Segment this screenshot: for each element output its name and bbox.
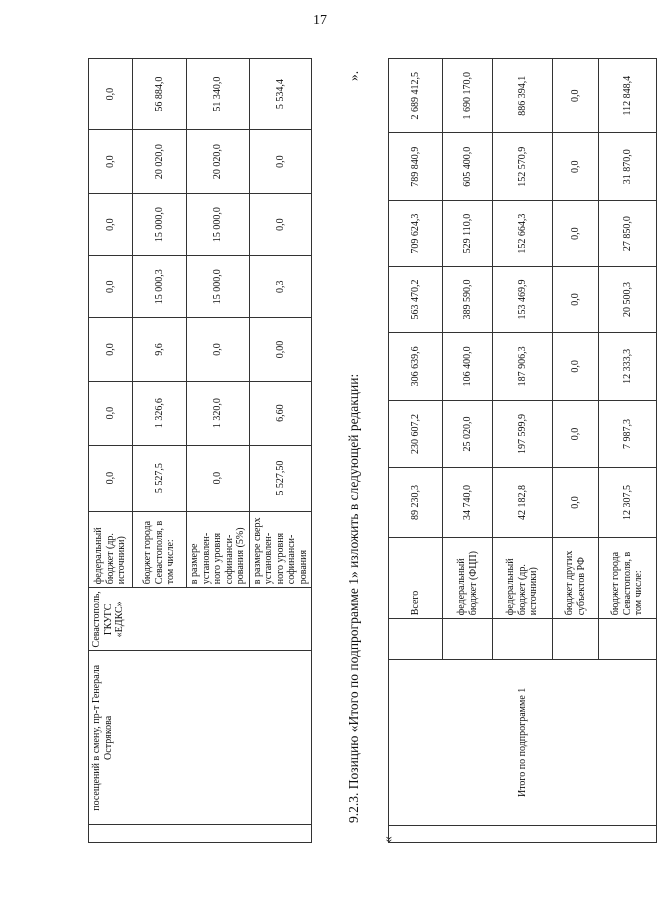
- value-cell: 0,0: [89, 445, 133, 511]
- blank-cell: [493, 619, 553, 660]
- source-cell: бюджет города Севастополя, в том числе:: [599, 537, 657, 619]
- value-cell: 0,0: [187, 318, 250, 381]
- value-cell: 9,6: [133, 318, 187, 381]
- value-cell: 0,0: [89, 130, 133, 194]
- value-cell: 89 230,3: [389, 468, 443, 537]
- section-heading: 9.2.3. Позицию «Итого по подпрограмме 1» изложить в следующей редакции:: [346, 373, 361, 823]
- value-cell: 0,0: [553, 400, 599, 468]
- value-cell: 563 470,2: [389, 267, 443, 333]
- event-cell: посещений в смену, пр-т Генерала Острякова: [89, 651, 312, 825]
- value-cell: 0,0: [89, 59, 133, 130]
- value-cell: 230 607,2: [389, 400, 443, 468]
- value-cell: 0,0: [553, 267, 599, 333]
- value-cell: 605 400,0: [443, 133, 493, 201]
- value-cell: 51 340,0: [187, 59, 250, 130]
- rotated-landscape-content: [88, 58, 645, 843]
- value-cell: 0,0: [553, 468, 599, 537]
- source-cell: федеральный бюджет (ФЦП): [443, 537, 493, 619]
- value-cell: 709 624,3: [389, 201, 443, 267]
- top-budget-table: [88, 58, 312, 843]
- table-row: [89, 59, 133, 843]
- source-cell: бюджет города Севастополя, в том числе:: [133, 511, 187, 587]
- value-cell: 0,0: [553, 201, 599, 267]
- blank-cell: [389, 619, 443, 660]
- value-cell: 12 333,3: [599, 333, 657, 401]
- blank-cell: [443, 619, 493, 660]
- table-row: [389, 59, 443, 843]
- value-cell: 5 534,4: [249, 59, 312, 130]
- subprogram-label-cell: Итого по подпрограмме 1: [389, 659, 657, 825]
- value-cell: 0,0: [89, 381, 133, 445]
- value-cell: 389 590,0: [443, 267, 493, 333]
- value-cell: 2 689 412,5: [389, 59, 443, 133]
- value-cell: 15 000,3: [133, 256, 187, 318]
- value-cell: 6,60: [249, 381, 312, 445]
- source-cell: бюджет других субъектов РФ: [553, 537, 599, 619]
- value-cell: 0,0: [553, 333, 599, 401]
- source-cell: в размере установлен-ного уровня софинанси-рования (5%): [187, 511, 250, 587]
- value-cell: 1 326,6: [133, 381, 187, 445]
- value-cell: 0,0: [187, 445, 250, 511]
- value-cell: 25 020,0: [443, 400, 493, 468]
- executor-cell: Севастополь, ГКУГС «ЕДКС»: [89, 588, 312, 651]
- blank-cell: [389, 825, 657, 842]
- value-cell: 1 690 170,0: [443, 59, 493, 133]
- blank-cell: [89, 825, 312, 843]
- value-cell: 0,0: [89, 318, 133, 381]
- value-cell: 0,0: [249, 130, 312, 194]
- value-cell: 7 987,3: [599, 400, 657, 468]
- source-cell: федеральный бюджет (др. источники): [89, 511, 133, 587]
- value-cell: 153 469,9: [493, 267, 553, 333]
- value-cell: 31 870,0: [599, 133, 657, 201]
- value-cell: 0,0: [553, 133, 599, 201]
- value-cell: 306 639,6: [389, 333, 443, 401]
- value-cell: 789 840,9: [389, 133, 443, 201]
- value-cell: 56 884,0: [133, 59, 187, 130]
- value-cell: 0,0: [89, 256, 133, 318]
- value-cell: 106 400,0: [443, 333, 493, 401]
- blank-cell: [553, 619, 599, 660]
- page-number: 17: [313, 13, 327, 28]
- value-cell: 0,0: [249, 194, 312, 256]
- value-cell: 15 000,0: [133, 194, 187, 256]
- value-cell: 15 000,0: [187, 194, 250, 256]
- value-cell: 5 527,5: [133, 445, 187, 511]
- value-cell: 42 182,8: [493, 468, 553, 537]
- opening-quote: «: [380, 836, 395, 843]
- blank-cell: [599, 619, 657, 660]
- value-cell: 27 850,0: [599, 201, 657, 267]
- value-cell: 152 664,3: [493, 201, 553, 267]
- subprogram-total-table: [388, 58, 657, 843]
- value-cell: 886 394,1: [493, 59, 553, 133]
- value-cell: 529 110,0: [443, 201, 493, 267]
- value-cell: 20 500,3: [599, 267, 657, 333]
- value-cell: 197 599,9: [493, 400, 553, 468]
- source-cell: федеральный бюджет (др. источники): [493, 537, 553, 619]
- value-cell: 20 020,0: [187, 130, 250, 194]
- source-cell: в размере сверх установлен-ного уровня софинанси-рования: [249, 511, 312, 587]
- value-cell: 1 320,0: [187, 381, 250, 445]
- value-cell: 187 906,3: [493, 333, 553, 401]
- value-cell: 0,0: [89, 194, 133, 256]
- source-cell: Всего: [389, 537, 443, 619]
- value-cell: 152 570,9: [493, 133, 553, 201]
- value-cell: 12 307,5: [599, 468, 657, 537]
- value-cell: 20 020,0: [133, 130, 187, 194]
- closing-quote: ».: [346, 70, 361, 81]
- value-cell: 0,0: [553, 59, 599, 133]
- value-cell: 15 000,0: [187, 256, 250, 318]
- value-cell: 0,00: [249, 318, 312, 381]
- value-cell: 0,3: [249, 256, 312, 318]
- value-cell: 34 740,0: [443, 468, 493, 537]
- value-cell: 5 527,50: [249, 445, 312, 511]
- value-cell: 112 848,4: [599, 59, 657, 133]
